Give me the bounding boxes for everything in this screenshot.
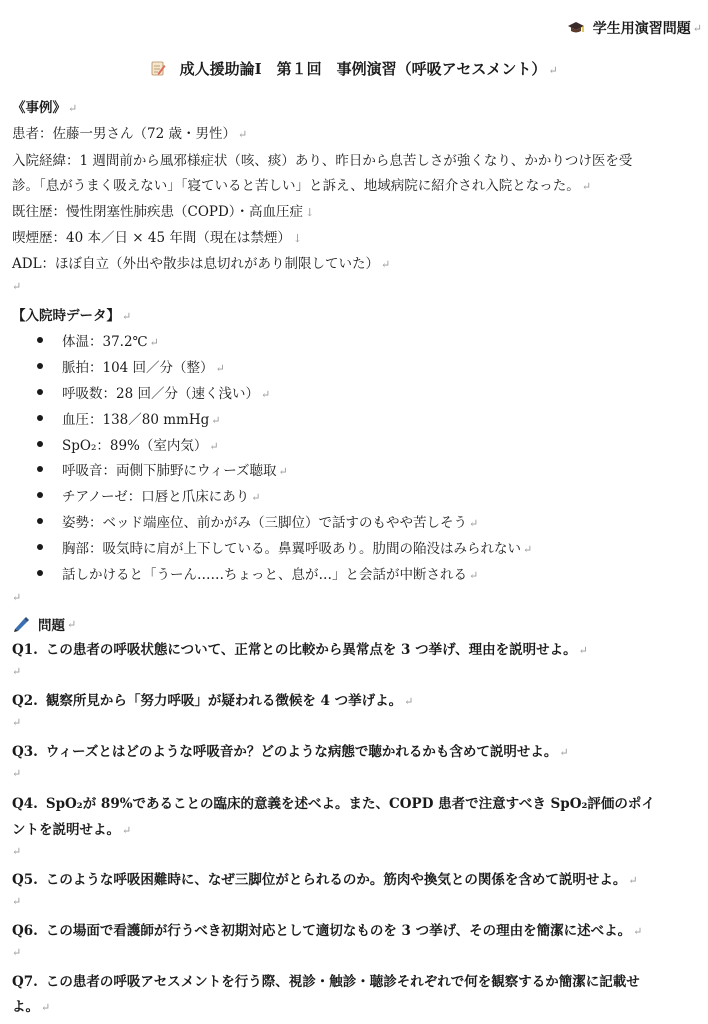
case-course-line2: 診。「息がうまく吸えない」「寝ていると苦しい」と訴え、地域病院に紹介され入院となった。 ↵ <box>12 178 592 194</box>
case-patient: 患者：佐藤一男さん（72 歳・男性） ↵ <box>12 126 248 142</box>
admission-item: 姿勢：ベッド端座位、前かがみ（三脚位）で話すのもやや苦しそう ↵ <box>37 511 478 531</box>
question-q2: Q2. 観察所見から「努力呼吸」が疑われる徴候を 4 つ挙げよ。 ↵ <box>12 693 414 709</box>
empty-paragraph: ↵ <box>12 665 22 678</box>
admission-item: 脈拍：104 回／分（整） ↵ <box>37 356 225 376</box>
empty-paragraph: ↵ <box>12 591 22 604</box>
question-q6: Q6. この場面で看護師が行うべき初期対応として適切なものを 3 つ挙げ、その理由を簡潔に述べよ。 ↵ <box>12 923 643 939</box>
admission-item: SpO₂：89%（室内気） ↵ <box>37 434 219 454</box>
bullet-icon <box>37 337 43 343</box>
bullet-icon <box>37 518 43 524</box>
header-label: 学生用演習問題 <box>592 21 691 37</box>
document-title <box>0 58 708 79</box>
bullet-icon <box>37 466 43 472</box>
question-q1: Q1. この患者の呼吸状態について、正常との比較から異常点を 3 つ挙げ、理由を説明せよ。 ↵ <box>12 642 588 658</box>
empty-paragraph: ↵ <box>12 845 22 858</box>
admission-item: 体温：37.2℃ ↵ <box>37 330 159 350</box>
bullet-icon <box>37 570 43 576</box>
bullet-icon <box>37 544 43 550</box>
admission-item: 胸部：吸気時に肩が上下している。鼻翼呼吸あり。肋間の陥没はみられない ↵ <box>37 537 532 557</box>
paragraph-mark: ↵ <box>692 21 702 35</box>
empty-paragraph: ↵ <box>12 716 22 729</box>
case-adl: ADL：ほぼ自立（外出や散歩は息切れがあり制限していた） ↵ <box>12 256 391 272</box>
question-q7-line2: よ。 ↵ <box>12 999 51 1015</box>
bullet-icon <box>37 389 43 395</box>
bullet-icon <box>37 363 43 369</box>
question-q5: Q5. このような呼吸困難時に、なぜ三脚位がとられるのか。筋肉や換気との関係を含めて説明せよ。 ↵ <box>12 872 638 888</box>
case-heading: 《事例》 ↵ <box>12 100 78 116</box>
memo-icon <box>150 60 166 76</box>
document-header <box>567 18 702 38</box>
admission-item: 話しかけると「うーん……ちょっと、息が…」と会話が中断される ↵ <box>37 563 478 583</box>
case-history: 既往歴：慢性閉塞性肺疾患（COPD）・高血圧症 ↓ <box>12 204 315 220</box>
question-q4-line2: ントを説明せよ。 ↵ <box>12 822 132 838</box>
admission-item: 呼吸音：両側下肺野にウィーズ聴取 ↵ <box>37 459 288 479</box>
paragraph-mark: ↵ <box>548 64 558 77</box>
bullet-icon <box>37 415 43 421</box>
question-q3: Q3. ウィーズとはどのような呼吸音か？どのような病態で聴かれるかも含めて説明せよ。 ↵ <box>12 744 569 760</box>
admission-item: 血圧：138／80 mmHg ↵ <box>37 408 220 428</box>
empty-paragraph: ↵ <box>12 280 22 293</box>
case-course-line1: 入院経緯：1 週間前から風邪様症状（咳、痰）あり、昨日から息苦しさが強くなり、かかりつけ医を受 <box>12 153 633 169</box>
empty-paragraph: ↵ <box>12 895 22 908</box>
empty-paragraph: ↵ <box>12 767 22 780</box>
title-text: 成人援助論Ⅰ 第１回 事例演習（呼吸アセスメント） <box>179 60 547 78</box>
question-q4-line1: Q4. SpO₂が 89%であることの臨床的意義を述べよ。また、COPD 患者で注意すべき SpO₂評価のポイ <box>12 796 655 812</box>
admission-item: 呼吸数：28 回／分（速く浅い） ↵ <box>37 382 270 402</box>
admission-item: チアノーゼ：口唇と爪床にあり ↵ <box>37 485 260 505</box>
graduation-cap-icon <box>567 21 585 35</box>
pen-icon <box>12 616 30 632</box>
case-smoking: 喫煙歴：40 本／日 × 45 年間（現在は禁煙） ↓ <box>12 230 303 246</box>
admission-heading: 【入院時データ】 ↵ <box>12 308 132 324</box>
bullet-icon <box>37 492 43 498</box>
questions-heading: 問題 ↵ <box>12 614 76 634</box>
empty-paragraph: ↵ <box>12 946 22 959</box>
bullet-icon <box>37 441 43 447</box>
question-q7-line1: Q7. この患者の呼吸アセスメントを行う際、視診・触診・聴診それぞれで何を観察するか簡潔に記載せ <box>12 974 640 990</box>
